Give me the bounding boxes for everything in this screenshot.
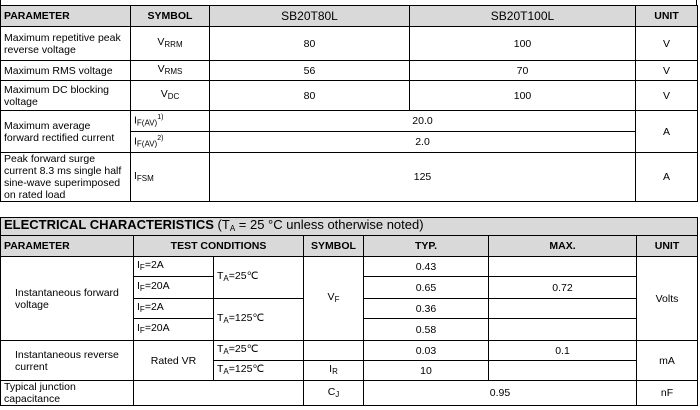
condition-cell: Rated VR — [134, 341, 214, 381]
symbol-cell: $V_{DC}$ — [131, 81, 210, 111]
param-cell: Peak forward surge current 8.3 ms single half sine-wave superimposed on rated load — [1, 153, 131, 202]
col-unit: UNIT — [636, 6, 698, 27]
header-row — [1, 236, 698, 257]
col-symbol: SYMBOL — [304, 236, 364, 257]
value-cell: 0.95 — [364, 381, 637, 406]
symbol-cell: $I_{F(AV)}^{2)}$ — [131, 132, 210, 153]
typ-cell: 0.58 — [364, 319, 489, 341]
symbol-cell — [304, 341, 364, 361]
value-cell: 125 — [210, 153, 636, 202]
unit-cell: mA — [637, 341, 698, 381]
unit-cell: A — [636, 111, 698, 153]
unit-cell: nF — [637, 381, 698, 406]
table-row — [1, 27, 698, 61]
value-cell: 80 — [210, 81, 410, 111]
symbol-cell: $V_{RMS}$ — [131, 61, 210, 81]
col-symbol: SYMBOL — [131, 6, 210, 27]
max-cell — [489, 257, 637, 277]
param-cell: Instantaneous forward voltage — [1, 257, 134, 341]
symbol-cell: $I_{FSM}$ — [131, 153, 210, 202]
condition-cell: $I_F=2A$ — [134, 257, 214, 277]
value-cell: 100 — [410, 81, 636, 111]
typ-cell: 0.36 — [364, 299, 489, 319]
col-unit: UNIT — [637, 236, 698, 257]
value-cell: 56 — [210, 61, 410, 81]
typ-cell: 10 — [364, 361, 489, 381]
value-cell: 20.0 — [210, 111, 636, 132]
table-row — [1, 81, 698, 111]
typ-cell: 0.65 — [364, 277, 489, 299]
typ-cell: 0.43 — [364, 257, 489, 277]
typ-cell: 0.03 — [364, 341, 489, 361]
param-cell: Maximum RMS voltage — [1, 61, 131, 81]
unit-cell: V — [636, 81, 698, 111]
max-cell — [489, 319, 637, 341]
condition-cell: $T_A=125℃$ — [214, 361, 304, 381]
param-cell: Maximum repetitive peak reverse voltage — [1, 27, 131, 61]
col-parameter: PARAMETER — [1, 6, 131, 27]
table-row — [1, 381, 698, 406]
value-cell: 100 — [410, 27, 636, 61]
condition-cell: $T_A=125℃$ — [214, 299, 304, 341]
section-title: ELECTRICAL CHARACTERISTICS ($T_A = 25$ °C unless otherwise noted) — [1, 218, 698, 236]
unit-cell: V — [636, 27, 698, 61]
table-row — [1, 153, 698, 202]
symbol-cell: $V_{RRM}$ — [131, 27, 210, 61]
condition-cell: $T_A=25℃$ — [214, 341, 304, 361]
param-cell: Maximum DC blocking voltage — [1, 81, 131, 111]
max-cell — [489, 299, 637, 319]
col-parameter: PARAMETER — [1, 236, 134, 257]
col-typ: TYP. — [364, 236, 489, 257]
param-cell: Instantaneous reverse current — [1, 341, 134, 381]
maximum-ratings-table — [0, 5, 698, 202]
symbol-cell: $I_R$ — [304, 361, 364, 381]
table-row — [1, 257, 698, 277]
param-cell: Typical junction capacitance — [1, 381, 134, 406]
condition-cell: $T_A=25℃$ — [214, 257, 304, 299]
condition-cell — [134, 381, 304, 406]
table-row — [1, 61, 698, 81]
condition-cell: $I_F=2A$ — [134, 299, 214, 319]
symbol-cell: $I_{F(AV)}^{1)}$ — [131, 111, 210, 132]
condition-cell: $I_F=20A$ — [134, 319, 214, 341]
col-part-sb20t80l: SB20T80L — [210, 6, 410, 27]
symbol-cell: $V_F$ — [304, 257, 364, 341]
max-cell — [489, 361, 637, 381]
value-cell: 70 — [410, 61, 636, 81]
table-row — [1, 341, 698, 361]
unit-cell: A — [636, 153, 698, 202]
table-row — [1, 111, 698, 132]
value-cell: 80 — [210, 27, 410, 61]
symbol-cell: $C_J$ — [304, 381, 364, 406]
unit-cell: Volts — [637, 257, 698, 341]
value-cell: 2.0 — [210, 132, 636, 153]
header-row — [1, 6, 698, 27]
unit-cell: V — [636, 61, 698, 81]
param-cell: Maximum average forward rectified current — [1, 111, 131, 153]
col-max: MAX. — [489, 236, 637, 257]
electrical-characteristics-table — [0, 217, 698, 406]
max-cell: 0.72 — [489, 277, 637, 299]
section-title-row — [1, 218, 698, 236]
col-test-conditions: TEST CONDITIONS — [134, 236, 304, 257]
max-cell: 0.1 — [489, 341, 637, 361]
col-part-sb20t100l: SB20T100L — [410, 6, 636, 27]
condition-cell: $I_F=20A$ — [134, 277, 214, 299]
